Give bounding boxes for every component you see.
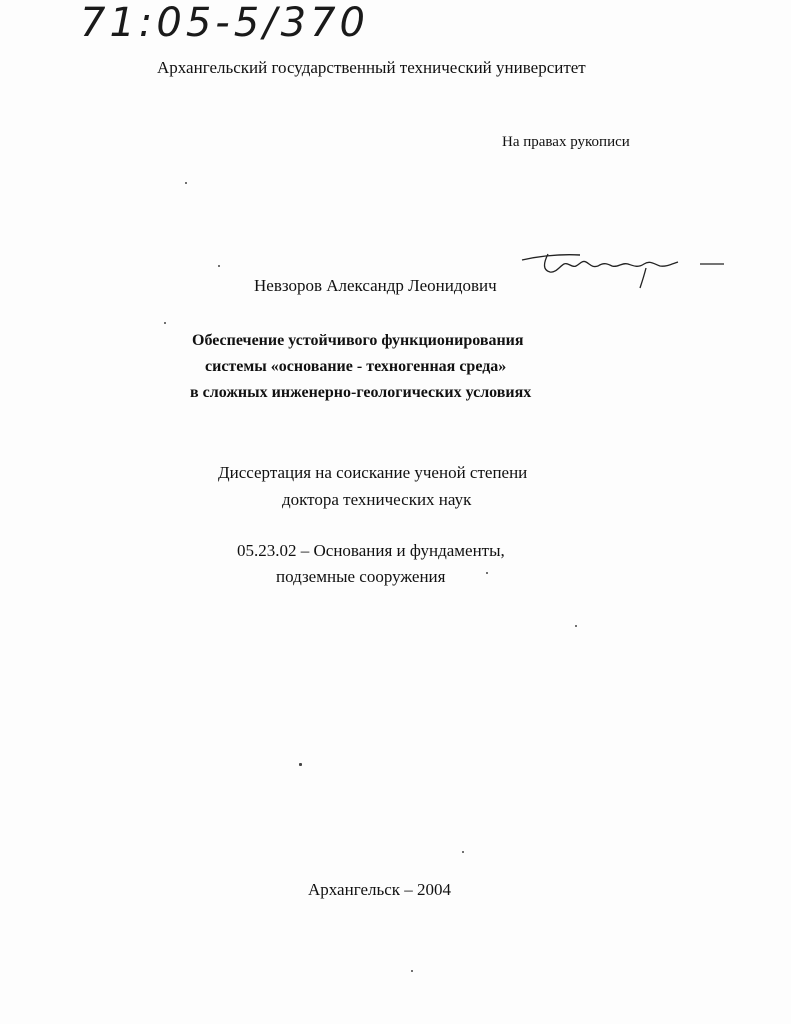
title-line-3: в сложных инженерно-геологических условиях [190, 384, 532, 401]
specialty-line-2: подземные сооружения [276, 567, 446, 586]
university-name: Архангельский государственный технический университет [157, 58, 586, 77]
scan-speck [164, 322, 166, 324]
scan-speck [218, 265, 220, 267]
author-signature [520, 242, 730, 294]
scan-speck [185, 182, 187, 184]
rights-note: На правах рукописи [502, 134, 630, 150]
degree-line-2: доктора технических наук [282, 490, 472, 509]
city-year: Архангельск – 2004 [308, 880, 452, 899]
specialty-line-1: 05.23.02 – Основания и фундаменты, [237, 541, 505, 560]
scan-speck [486, 572, 488, 574]
scan-speck [299, 763, 302, 766]
scan-speck [575, 625, 577, 627]
scan-speck [462, 851, 464, 853]
title-line-1: Обеспечение устойчивого функционирования [192, 332, 524, 349]
degree-line-1: Диссертация на соискание ученой степени [218, 463, 528, 482]
archive-code-stamp: 71:05-5/370 [80, 0, 369, 46]
title-line-2: системы «основание - техногенная среда» [205, 358, 507, 375]
author-name: Невзоров Александр Леонидович [254, 276, 497, 295]
scan-speck [411, 970, 413, 972]
